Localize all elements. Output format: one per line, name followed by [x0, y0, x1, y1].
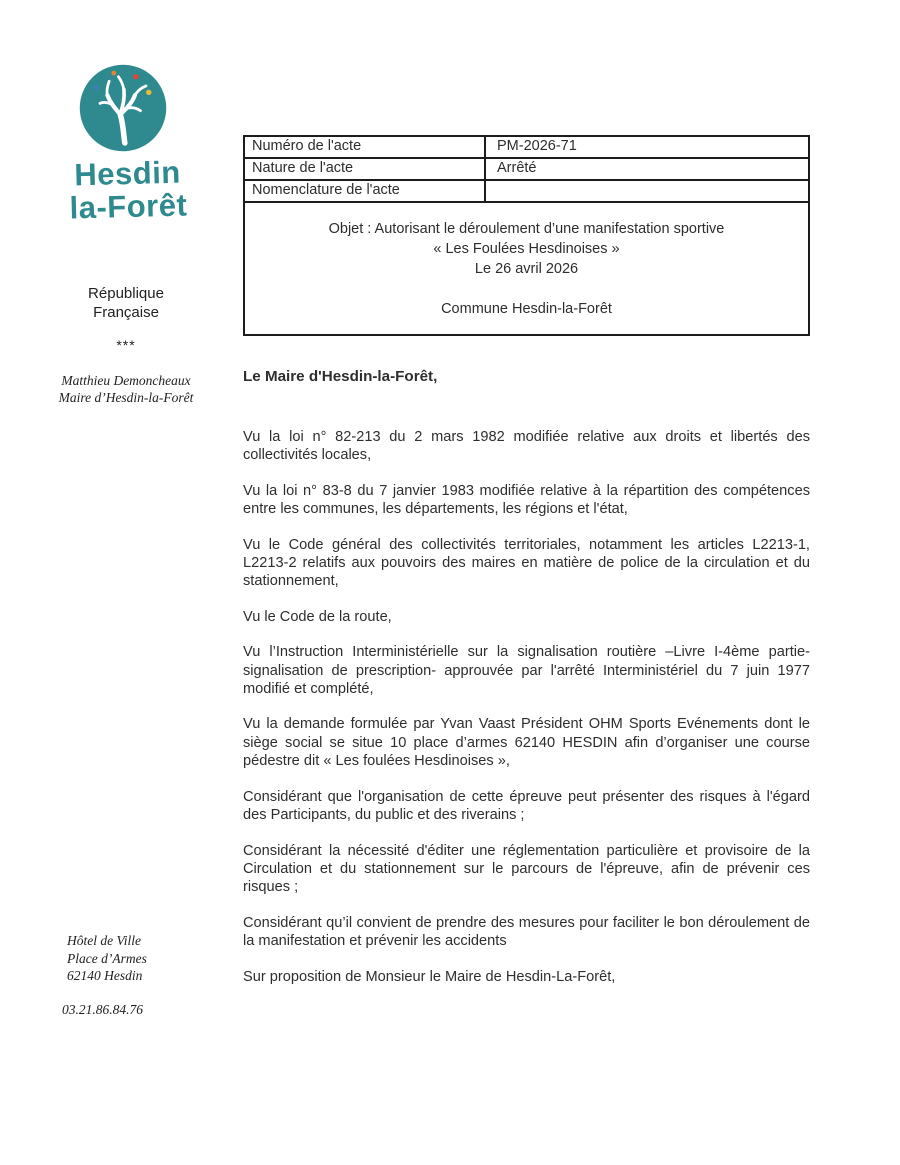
- row-label: Nature de l'acte: [245, 159, 486, 179]
- acte-header-table: [243, 135, 810, 336]
- town-wordmark-line2: la-Forêt: [69, 187, 188, 226]
- stars-separator: ***: [116, 337, 136, 353]
- mayor-title: Maire d’Hesdin-la-Forêt: [58, 390, 194, 405]
- row-value: Arrêté: [497, 160, 537, 176]
- objet-line2: « Les Foulées Hesdinoises »: [433, 241, 620, 257]
- table-row: [245, 159, 808, 181]
- mayor-name: Matthieu Demoncheaux: [61, 373, 191, 388]
- address-line2: Place d’Armes: [67, 950, 147, 966]
- table-row: [245, 137, 808, 159]
- salutation: Le Maire d'Hesdin-la-Forêt,: [243, 368, 438, 385]
- commune-line: Commune Hesdin-la-Forêt: [441, 301, 612, 317]
- row-value: PM-2026-71: [497, 138, 577, 154]
- document-body: [243, 367, 810, 1003]
- body-paragraph: Considérant que l'organisation de cette épreuve peut présenter des risques à l'égard des Participants, du public et des riverains ;: [243, 788, 810, 824]
- town-wordmark: [25, 154, 231, 225]
- row-value: [486, 181, 808, 201]
- body-paragraph: Considérant qu’il convient de prendre des mesures pour faciliter le bon déroulement de la manifestation et prévenir les accidents: [243, 914, 810, 950]
- row-label: Nomenclature de l'acte: [245, 181, 486, 201]
- republique-line2: Française: [93, 304, 159, 321]
- mayor-signature-block: [10, 372, 242, 406]
- body-paragraph: Vu l’Instruction Interministérielle sur la signalisation routière –Livre I-4ème partie-signalisation de prescription- approuvée par l'arrêté Interministériel du 7 juin 1977 modifié et complété,: [243, 644, 810, 698]
- republique-line1: République: [88, 285, 164, 302]
- objet-box: [245, 203, 808, 334]
- body-paragraph: Vu la loi n° 83-8 du 7 janvier 1983 modifiée relative à la répartition des compétences entre les communes, les départements, les régions et l'état,: [243, 482, 810, 518]
- body-paragraph: Vu la loi n° 82-213 du 2 mars 1982 modifiée relative aux droits et libertés des collectivités locales,: [243, 429, 810, 464]
- town-hall-address: [67, 932, 147, 985]
- address-line3: 62140 Hesdin: [67, 968, 143, 983]
- hesdin-tree-logo-icon: [77, 62, 169, 154]
- row-label: Numéro de l'acte: [245, 137, 486, 157]
- table-row: [245, 181, 808, 203]
- republique-francaise-label: [40, 284, 212, 322]
- body-paragraph: Sur proposition de Monsieur le Maire de Hesdin-La-Forêt,: [243, 968, 616, 985]
- phone-number: 03.21.86.84.76: [62, 1002, 143, 1017]
- address-line1: Hôtel de Ville: [67, 933, 141, 948]
- town-wordmark-line1: Hesdin: [73, 154, 182, 193]
- objet-line3: Le 26 avril 2026: [474, 261, 579, 277]
- body-paragraph: Considérant la nécessité d'éditer une réglementation particulière et provisoire de la Circulation et du stationnement sur le parcours de l'épreuve, afin de prévenir ces risques ;: [243, 842, 810, 896]
- body-paragraph: Vu la demande formulée par Yvan Vaast Président OHM Sports Evénements dont le siège social se situe 10 place d’armes 62140 HESDIN afin d’organiser une course pédestre dit « Les foulées Hesdinoises »,: [243, 716, 810, 770]
- body-paragraph: Vu le Code de la route,: [243, 608, 392, 625]
- objet-line1: Objet : Autorisant le déroulement d’une manifestation sportive: [328, 221, 725, 237]
- body-paragraph: Vu le Code général des collectivités territoriales, notamment les articles L2213-1, L2213-2 relatifs aux pouvoirs des maires en matière de police de la circulation et du stationnement,: [243, 536, 810, 590]
